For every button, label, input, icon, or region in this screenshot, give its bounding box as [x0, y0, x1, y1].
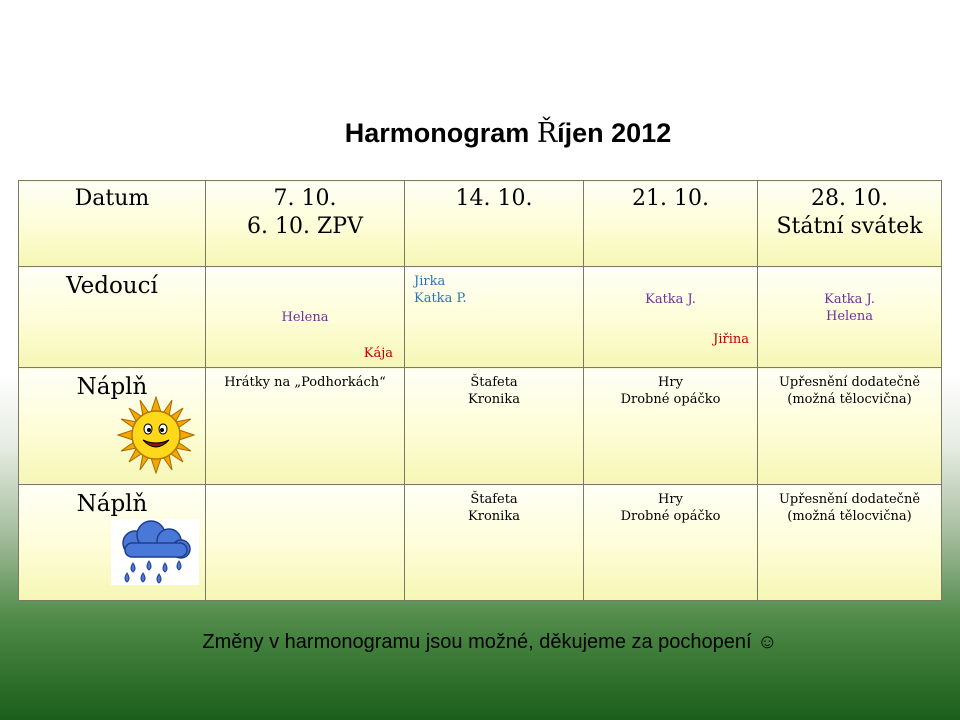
leader-name: Helena [825, 309, 873, 324]
leader-name: Jiřina [713, 332, 749, 347]
program-text: Drobné opáčko [620, 392, 721, 407]
cell-leaders-1 [206, 267, 405, 368]
leaders-label: Vedoucí [66, 273, 158, 299]
cell-leaders-2 [405, 267, 584, 368]
program-text: Upřesnění dodatečně [778, 375, 921, 390]
date-label: Datum [74, 186, 150, 211]
cell-date-label [19, 181, 206, 267]
cell-date-1 [206, 181, 405, 267]
program-label: Náplň [76, 491, 148, 517]
cell-program-rainy-4 [758, 485, 942, 601]
date-1-note: 6. 10. ZPV [247, 214, 363, 239]
cell-program-sunny-label [19, 368, 206, 485]
title-prefix: Harmonogram [344, 118, 537, 148]
rain-cloud-icon [111, 519, 199, 585]
program-text: Štafeta [470, 492, 518, 507]
table-row-leaders [19, 267, 942, 368]
date-3: 21. 10. [632, 186, 709, 211]
program-label: Náplň [76, 374, 148, 400]
cell-program-rainy-2 [405, 485, 584, 601]
program-text: Upřesnění dodatečně [778, 492, 921, 507]
date-1: 7. 10. [273, 186, 337, 211]
cell-date-3 [584, 181, 758, 267]
cell-program-rainy-label [19, 485, 206, 601]
date-4: 28. 10. Státní svátek [776, 186, 923, 239]
cell-program-sunny-2 [405, 368, 584, 485]
table-row-program-sunny [19, 368, 942, 485]
leader-name: Jirka [414, 274, 446, 289]
program-text: Drobné opáčko [620, 509, 721, 524]
leader-name: Katka J. [824, 292, 875, 307]
leader-name: Kája [363, 346, 393, 361]
program-text: Hry [658, 492, 683, 507]
date-2: 14. 10. [455, 186, 533, 211]
sun-icon [117, 396, 195, 474]
leader-name: Katka P. [414, 291, 467, 306]
schedule-table [18, 180, 942, 601]
cell-program-sunny-3 [584, 368, 758, 485]
program-text: (možná tělocvična) [787, 509, 912, 524]
cell-leaders-4 [758, 267, 942, 368]
title-suffix: íjen 2012 [557, 118, 672, 148]
cell-date-4 [758, 181, 942, 267]
page-title [0, 118, 960, 149]
table-row-date [19, 181, 942, 267]
leader-name: Katka J. [645, 292, 696, 307]
program-text: Kronika [468, 392, 520, 407]
cell-program-rainy-3 [584, 485, 758, 601]
program-text: Štafeta [470, 375, 518, 390]
cell-leaders-label [19, 267, 206, 368]
program-text: (možná tělocvična) [787, 392, 912, 407]
footer-note: Změny v harmonogramu jsou možné, děkujeme za pochopení ☺ [202, 631, 778, 653]
table-row-program-rainy [19, 485, 942, 601]
cell-program-sunny-4 [758, 368, 942, 485]
program-text: Kronika [468, 509, 520, 524]
cell-program-rainy-1 [206, 485, 405, 601]
title-special-letter: Ř [536, 118, 558, 149]
program-text: Hrátky na „Podhorkách“ [224, 375, 386, 390]
cell-program-sunny-1 [206, 368, 405, 485]
cell-date-2 [405, 181, 584, 267]
leader-name: Helena [281, 310, 329, 325]
program-text: Hry [658, 375, 683, 390]
cell-leaders-3 [584, 267, 758, 368]
